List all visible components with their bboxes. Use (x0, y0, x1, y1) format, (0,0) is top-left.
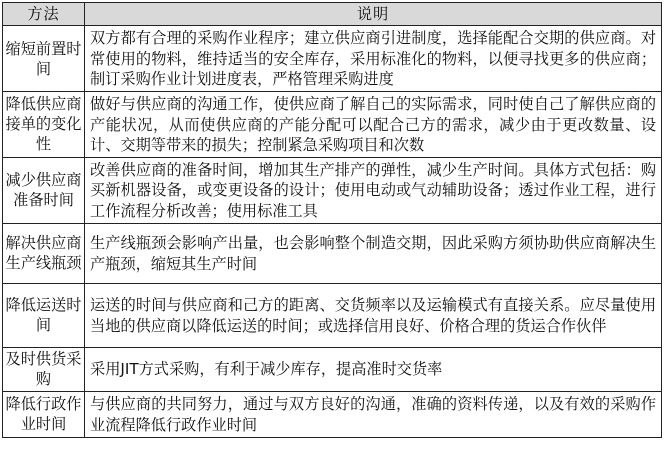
table-header (3, 3, 662, 26)
description-cell: 生产线瓶颈会影响产出量，也会影响整个制造交期，因此采购方须协助供应商解决生产瓶颈，缩短其生产时间 (85, 223, 662, 283)
table-body (3, 26, 662, 438)
method-cell: 减少供应商准备时间 (3, 157, 85, 223)
description-cell: 双方都有合理的采购作业程序；建立供应商引进制度，选择能配合交期的供应商。对常使用的物料，维持适当的安全库存，采用标准化的物料，以便寻找更多的供应商；制订采购作业计划进度表，严格管理采购进度 (85, 26, 662, 92)
table-row (3, 283, 662, 347)
table-row (3, 391, 662, 437)
methods-table (2, 2, 662, 438)
table-row (3, 223, 662, 283)
description-cell: 改善供应商的准备时间，增加其生产排产的弹性，减少生产时间。具体方式包括：购买新机器设备，或变更设备的设计；使用电动或气动辅助设备；透过作业工程，进行工作流程分析改善；使用标准工具 (85, 157, 662, 223)
method-cell: 解决供应商生产线瓶颈 (3, 223, 85, 283)
header-description: 说明 (85, 3, 662, 26)
table-row (3, 347, 662, 391)
method-cell: 及时供货采购 (3, 347, 85, 391)
description-cell: 运送的时间与供应商和己方的距离、交货频率以及运输模式有直接关系。应尽量使用当地的供应商以降低运送的时间；或选择信用良好、价格合理的货运合作伙伴 (85, 283, 662, 347)
method-cell: 降低运送时间 (3, 283, 85, 347)
header-row (3, 3, 662, 26)
method-cell: 降低行政作业时间 (3, 391, 85, 437)
header-method: 方法 (3, 3, 85, 26)
method-cell: 降低供应商接单的变化性 (3, 92, 85, 158)
table-row (3, 157, 662, 223)
description-cell: 做好与供应商的沟通工作，使供应商了解自己的实际需求，同时使自己了解供应商的产能状况，从而使供应商的产能分配可以配合己方的需求，减少由于更改数量、设计、交期等带来的损失；控制紧急采购项目和次数 (85, 92, 662, 158)
table-row (3, 26, 662, 92)
description-cell: 采用JIT方式采购，有利于减少库存，提高准时交货率 (85, 347, 662, 391)
table-row (3, 92, 662, 158)
method-cell: 缩短前置时间 (3, 26, 85, 92)
description-cell: 与供应商的共同努力，通过与双方良好的沟通，准确的资料传递，以及有效的采购作业流程降低行政作业时间 (85, 391, 662, 437)
